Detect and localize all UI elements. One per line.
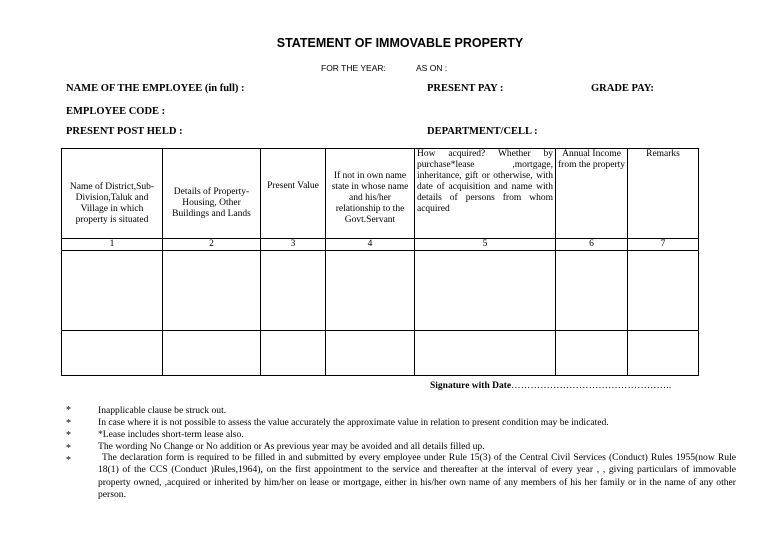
- department-label: DEPARTMENT/CELL :: [427, 126, 538, 137]
- declaration-text: The declaration form is required to be filled in and submitted by every employee under Rule 15(3) of the Central Civil Services (Conduct) Rules 1955(now Rule 18(1) of the CCS (Conduct )Rules,1964), on the first appointment to the service and thereafter at the interval of every year , , giving particulars of immovable property owned, ,acquired or inherited by him/her on lease or mortgage, either in his/her own name of any members of his her family or in the name of any other person.: [98, 452, 736, 500]
- column-number: 5: [415, 239, 556, 251]
- note-item: The wording No Change or No addition or As previous year may be avoided and all details filled up.: [98, 441, 485, 452]
- header-annual-income: Annual Income from the property: [556, 149, 628, 239]
- table-header-row: [62, 149, 699, 239]
- table-cell[interactable]: [163, 331, 261, 376]
- header-property-details: Details of Property-Housing, Other Buildings and Lands: [163, 149, 261, 239]
- declaration-note: [98, 452, 736, 501]
- note-bullet: *: [66, 443, 71, 454]
- table-cell[interactable]: [628, 251, 699, 331]
- column-number: 7: [628, 239, 699, 251]
- header-remarks: Remarks: [628, 149, 699, 239]
- header-how-acquired: How acquired? Whether by purchase*lease ,mortgage, inheritance, gift or otherwise, with date of acquisition and name with details of persons from whom acquired: [415, 149, 556, 239]
- note-item: In case where it is not possible to assess the value accurately the approximate value in relation to present condition may be indicated.: [98, 417, 609, 428]
- signature-dots: …………………………………………..: [511, 381, 672, 391]
- page-title: STATEMENT OF IMMOVABLE PROPERTY: [276, 36, 524, 50]
- table-cell[interactable]: [415, 331, 556, 376]
- table-cell[interactable]: [62, 331, 163, 376]
- column-number: 1: [62, 239, 163, 251]
- table-cell[interactable]: [62, 251, 163, 331]
- property-table: [61, 148, 699, 376]
- table-cell[interactable]: [326, 331, 415, 376]
- note-item: Inapplicable clause be struck out.: [98, 405, 227, 416]
- note-bullet: *: [66, 405, 71, 416]
- table-cell[interactable]: [326, 251, 415, 331]
- employee-name-label: NAME OF THE EMPLOYEE (in full) :: [66, 83, 245, 94]
- table-cell[interactable]: [261, 251, 326, 331]
- header-ownership: If not in own name state in whose name and his/her relationship to the Govt.Servant: [326, 149, 415, 239]
- table-cell[interactable]: [163, 251, 261, 331]
- note-bullet: *: [66, 418, 71, 429]
- table-cell[interactable]: [415, 251, 556, 331]
- header-present-value: Present Value: [261, 149, 326, 239]
- header-district: Name of District,Sub-Division,Taluk and Village in which property is situated: [62, 149, 163, 239]
- signature-line: [430, 381, 671, 391]
- present-pay-label: PRESENT PAY :: [427, 83, 504, 94]
- column-number-row: [62, 239, 699, 251]
- as-on-label: AS ON :: [416, 63, 448, 73]
- column-number: 3: [261, 239, 326, 251]
- post-held-label: PRESENT POST HELD :: [66, 126, 183, 137]
- table-cell[interactable]: [261, 331, 326, 376]
- table-cell[interactable]: [556, 331, 628, 376]
- grade-pay-label: GRADE PAY:: [591, 83, 654, 94]
- note-bullet: *: [66, 455, 71, 466]
- column-number: 4: [326, 239, 415, 251]
- table-cell[interactable]: [556, 251, 628, 331]
- signature-label: Signature with Date: [430, 381, 512, 391]
- for-the-year-label: FOR THE YEAR:: [321, 63, 386, 73]
- column-number: 6: [556, 239, 628, 251]
- note-bullet: *: [66, 430, 71, 441]
- table-cell[interactable]: [628, 331, 699, 376]
- table-row: [62, 331, 699, 376]
- column-number: 2: [163, 239, 261, 251]
- table-row: [62, 251, 699, 331]
- employee-code-label: EMPLOYEE CODE :: [66, 106, 166, 117]
- note-item: *Lease includes short-term lease also.: [98, 429, 244, 440]
